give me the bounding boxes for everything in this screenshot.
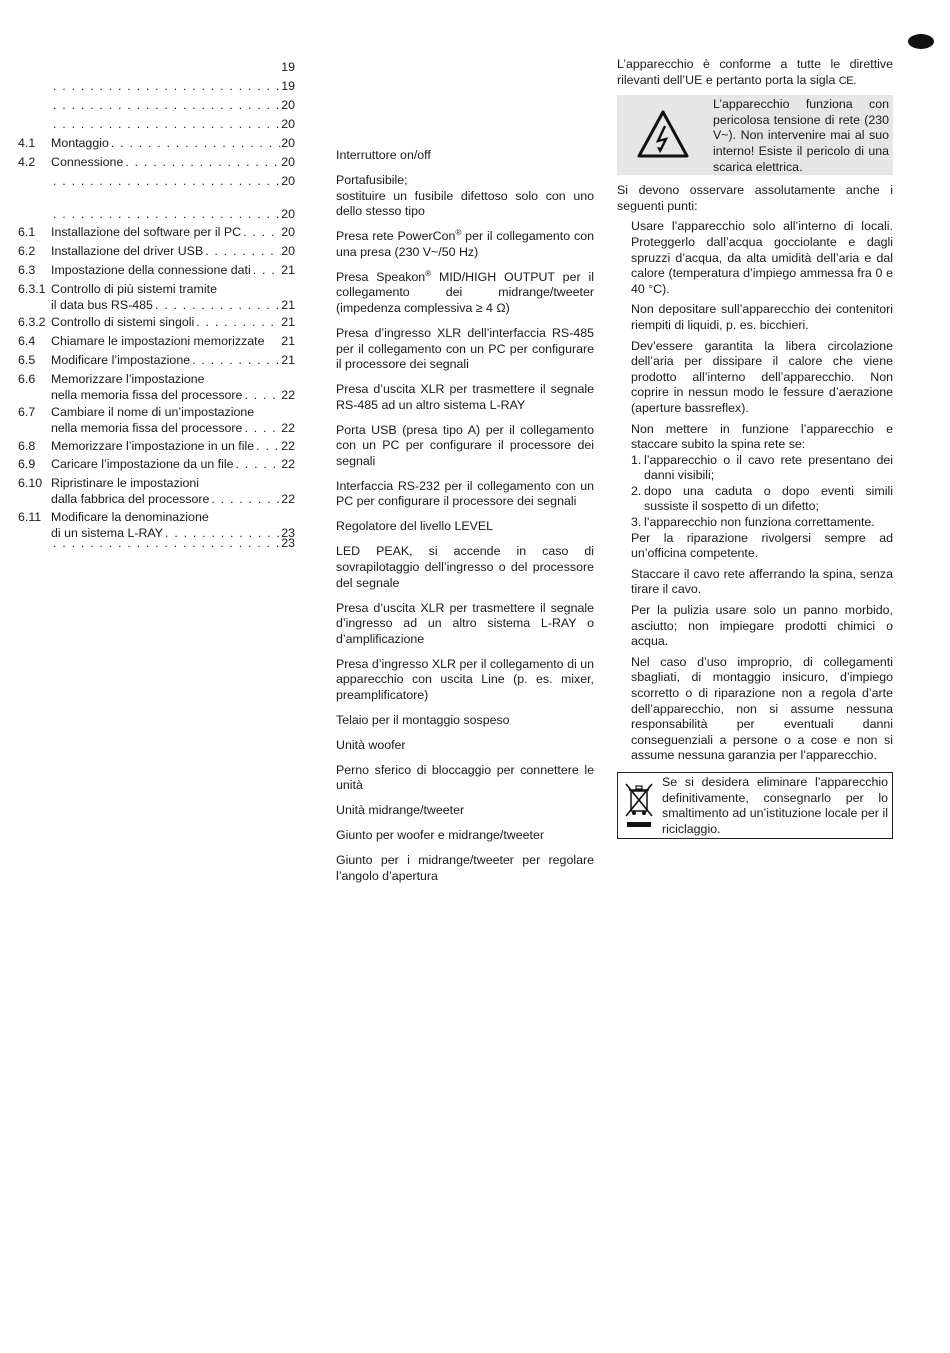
disposal-box: [617, 772, 893, 839]
element-description: Interfaccia RS-232 per il collegamento con un PC per configurare il processore dei segnali: [336, 478, 594, 509]
safety-point: Usare l’apparecchio solo all’interno di locali. Proteggerlo dall’acqua gocciolante e dagli spruzzi d’acqua, da alta umidità dell’aria e dal calore (temperatura d’impiego ammessa fra 0 e 40 °C).: [631, 219, 893, 296]
toc-entry[interactable]: [18, 282, 295, 313]
toc-number: 6.8: [18, 439, 36, 453]
toc-title: dalla fabbrica del processore: [51, 491, 210, 506]
toc-entry[interactable]: [18, 136, 295, 152]
toc-entry[interactable]: [18, 174, 295, 190]
toc-title: Memorizzare l’impostazione: [51, 372, 205, 386]
safety-point: Dev’essere garantita la libera circolazione dell’aria per dissipare il calore che viene prodotto all’interno dell’apparecchio. Non coprire in nessun modo le fessure d’aerazione (aperture bassreflex).: [631, 338, 893, 415]
toc-page-number: 20: [281, 117, 295, 131]
element-description: Porta USB (presa tipo A) per il collegamento con un PC per configurare il processore dei segnali: [336, 422, 594, 468]
toc-page-number: 22: [281, 387, 295, 402]
toc-number: 6.10: [18, 476, 43, 490]
toc-leader-dots: [51, 174, 281, 190]
element-description: LED PEAK, si accende in caso di sovrapilotaggio dell’ingresso o del processore del segnale: [336, 544, 594, 590]
toc-entry[interactable]: [18, 353, 295, 369]
toc-leader-dots: [254, 439, 281, 455]
numbered-list: [631, 453, 893, 531]
toc-number: 6.3.2: [18, 315, 46, 329]
element-description: Portafusibile; sostituire un fusibile difettoso solo con uno dello stesso tipo: [336, 172, 594, 219]
element-description: Unità midrange/tweeter: [336, 803, 465, 818]
toc-leader-dots: [190, 353, 281, 369]
toc-number: 4.2: [18, 155, 36, 169]
element-description: Interruttore on/off: [336, 148, 431, 162]
element-description: Presa d’uscita XLR per trasmettere il segnale RS-485 ad un altro sistema L-RAY: [336, 382, 594, 412]
toc-page-number: 20: [281, 136, 295, 150]
safety-point: Staccare il cavo rete afferrando la spina, senza tirare il cavo.: [631, 566, 893, 597]
toc-leader-dots: [51, 79, 281, 95]
toc-entry[interactable]: [18, 225, 295, 241]
high-voltage-warning-icon: [637, 109, 689, 159]
safety-intro: Si devono osservare assolutamente anche i seguenti punti:: [617, 183, 893, 213]
toc-leader-dots: [153, 298, 281, 314]
element-description: Regolatore del livello LEVEL: [336, 519, 494, 534]
toc-page-number: 21: [281, 315, 295, 329]
language-marker: [908, 34, 934, 49]
toc-number: 6.4: [18, 334, 36, 348]
repair-note: Per la riparazione rivolgersi sempre ad un’officina competente.: [631, 530, 893, 561]
toc-number: 6.7: [18, 405, 36, 419]
toc-leader-dots: [209, 492, 281, 508]
toc-entry[interactable]: [18, 536, 295, 552]
toc-entry[interactable]: [18, 155, 295, 171]
toc-entry[interactable]: [18, 315, 295, 331]
toc-page-number: 21: [281, 334, 295, 348]
toc-entry[interactable]: [18, 98, 295, 114]
toc-title: Cambiare il nome di un’impostazione: [51, 405, 255, 419]
element-description: Presa rete PowerCon® per il collegamento con una presa (230 V~/50 Hz): [336, 228, 594, 259]
element-description: Presa d’uscita XLR per trasmettere il segnale d’ingresso ad un altro sistema L-RAY o d’amplificazione: [336, 600, 594, 646]
toc-entry[interactable]: [18, 79, 295, 95]
toc-entry[interactable]: [18, 263, 295, 279]
toc-leader-dots: [51, 536, 281, 552]
toc-title: nella memoria fissa del processore: [51, 420, 243, 435]
safety-point: Nel caso d’uso improprio, di collegamenti sbagliati, di montaggio insicuro, d’impiego scorretto o di riparazione non a regola d’arte dell’apparecchio, non si assume nessuna responsabilità per eventuali danni conseguenziali a persone o a cose e non si assume nessuna garanzia per l’apparecchio.: [631, 654, 893, 763]
registered-mark: ®: [455, 228, 462, 238]
toc-page-number: 22: [281, 439, 295, 453]
toc-leader-dots: [51, 207, 281, 223]
toc-leader-dots: [51, 117, 281, 133]
toc-page-number: 20: [281, 174, 295, 188]
toc-leader-dots: [203, 244, 281, 260]
toc-title: Modificare la denominazione: [51, 510, 209, 524]
element-description: Telaio per il montaggio sospeso: [336, 712, 510, 727]
toc-number: 6.3.1: [18, 282, 46, 296]
toc-page-number: 22: [281, 457, 295, 471]
toc-entry[interactable]: [18, 372, 295, 403]
toc-number: 6.5: [18, 353, 36, 367]
toc-title: Chiamare le impostazioni memorizzate: [51, 334, 265, 348]
safety-notes: [617, 57, 893, 839]
toc-title: Installazione del software per il PC: [51, 225, 242, 239]
toc-title: il data bus RS-485: [51, 297, 153, 312]
toc-leader-dots: [51, 98, 281, 114]
toc-page-number: 22: [281, 420, 295, 435]
toc-title: Montaggio: [51, 136, 109, 150]
toc-leader-dots: [242, 421, 281, 437]
element-description: Giunto per i midrange/tweeter per regolare l’angolo d’apertura: [336, 853, 594, 884]
toc-page-number: 21: [281, 263, 295, 277]
element-description: Giunto per woofer e midrange/tweeter: [336, 828, 544, 843]
toc-page-number: 20: [281, 207, 295, 221]
toc-number: 6.11: [18, 510, 42, 524]
toc-entry[interactable]: [18, 405, 295, 436]
toc-page-number: 20: [281, 244, 295, 258]
toc-title: Connessione: [51, 155, 124, 169]
conformity-statement: L’apparecchio è conforme a tutte le direttive rilevanti dell’UE e pertanto porta la sigla CE.: [617, 57, 893, 87]
toc-page-number: 22: [281, 491, 295, 506]
toc-title: Modificare l’impostazione: [51, 353, 191, 367]
element-description: Unità woofer: [336, 737, 406, 752]
toc-entry[interactable]: [18, 207, 295, 223]
toc-entry[interactable]: [18, 117, 295, 133]
toc-entry[interactable]: [18, 334, 295, 350]
toc-page-number: 19: [281, 60, 295, 74]
toc-title: Memorizzare l’impostazione in un file: [51, 439, 255, 453]
toc-leader-dots: [109, 136, 281, 152]
toc-leader-dots: [241, 225, 281, 241]
warning-text: L’apparecchio funziona con pericolosa tensione di rete (230 V~). Non intervenire mai al suo interno! Esiste il pericolo di una scarica elettrica.: [713, 97, 889, 174]
element-description: Presa d’ingresso XLR dell’interfaccia RS-485 per il collegamento con un PC per configurare il processore dei segnali: [336, 325, 594, 372]
toc-page-number: 19: [281, 79, 295, 93]
toc-leader-dots: [123, 155, 281, 171]
toc-number: 4.1: [18, 136, 36, 150]
toc-title: Controllo di sistemi singoli: [51, 315, 195, 329]
toc-page-number: 21: [281, 353, 295, 367]
toc-title: nella memoria fissa del processore: [51, 387, 243, 402]
toc-title: Caricare l’impostazione da un file: [51, 457, 234, 471]
operating-elements-list: [336, 148, 594, 894]
element-description: Perno sferico di bloccaggio per connettere le unità: [336, 762, 594, 793]
toc-page-number: 23: [281, 525, 295, 540]
element-description: Presa Speakon® MID/HIGH OUTPUT per il collegamento dei midrange/tweeter (impedenza complessiva ≥ 4 Ω): [336, 268, 594, 315]
element-description: Presa d’ingresso XLR per il collegamento di un apparecchio con uscita Line (p. es. mixer, preamplificatore): [336, 656, 594, 702]
toc-title: Installazione del driver USB: [51, 244, 204, 258]
ce-mark: CE: [838, 74, 854, 87]
toc-title: Ripristinare le impostazioni: [51, 476, 200, 490]
toc-entry[interactable]: [18, 457, 295, 473]
toc-leader-dots: [194, 315, 281, 331]
disposal-text: Se si desidera eliminare l’apparecchio definitivamente, consegnarlo per lo smaltimento ad un’istituzione locale per il riciclaggio.: [662, 774, 888, 836]
registered-mark: ®: [425, 268, 432, 278]
toc-title: di un sistema L-RAY: [51, 525, 164, 540]
toc-page-number: 20: [281, 225, 295, 239]
safety-point: Per la pulizia usare solo un panno morbido, asciutto; non impiegare prodotti chimici o acqua.: [631, 603, 893, 649]
toc-number: 6.3: [18, 263, 36, 277]
toc-number: 6.6: [18, 372, 36, 386]
toc-number: 6.2: [18, 244, 36, 258]
numbered-item: 3. l’apparecchio non funziona correttamente.: [631, 515, 875, 530]
toc-entry[interactable]: [18, 244, 295, 260]
toc-entry[interactable]: [18, 60, 295, 76]
numbered-item: 2. dopo una caduta o dopo eventi simili sussiste il sospetto di un difetto;: [631, 483, 893, 514]
toc-entry[interactable]: [18, 476, 295, 507]
toc-leader-dots: [234, 457, 282, 473]
numbered-item: 1. l’apparecchio o il cavo rete presentano dei danni visibili;: [631, 452, 893, 483]
crossed-out-bin-icon: [624, 780, 654, 830]
toc-page-number: 20: [281, 98, 295, 112]
toc-title: Impostazione della connessione dati: [51, 263, 251, 277]
toc-entry[interactable]: [18, 439, 295, 455]
toc-page-number: 23: [281, 536, 295, 550]
safety-point: Non mettere in funzione l’apparecchio e staccare subito la spina rete se:: [631, 421, 893, 452]
toc-leader-dots: [242, 388, 281, 404]
toc-leader-dots: [251, 263, 281, 279]
safety-point: Non depositare sull’apparecchio dei contenitori riempiti di liquidi, p. es. bicchieri.: [631, 302, 893, 332]
toc-page-number: 20: [281, 155, 295, 169]
warning-box: [617, 95, 893, 175]
toc-page-number: 21: [281, 297, 295, 312]
toc-title: Controllo di più sistemi tramite: [51, 282, 217, 296]
toc-number: 6.9: [18, 457, 36, 471]
toc-number: 6.1: [18, 225, 36, 239]
